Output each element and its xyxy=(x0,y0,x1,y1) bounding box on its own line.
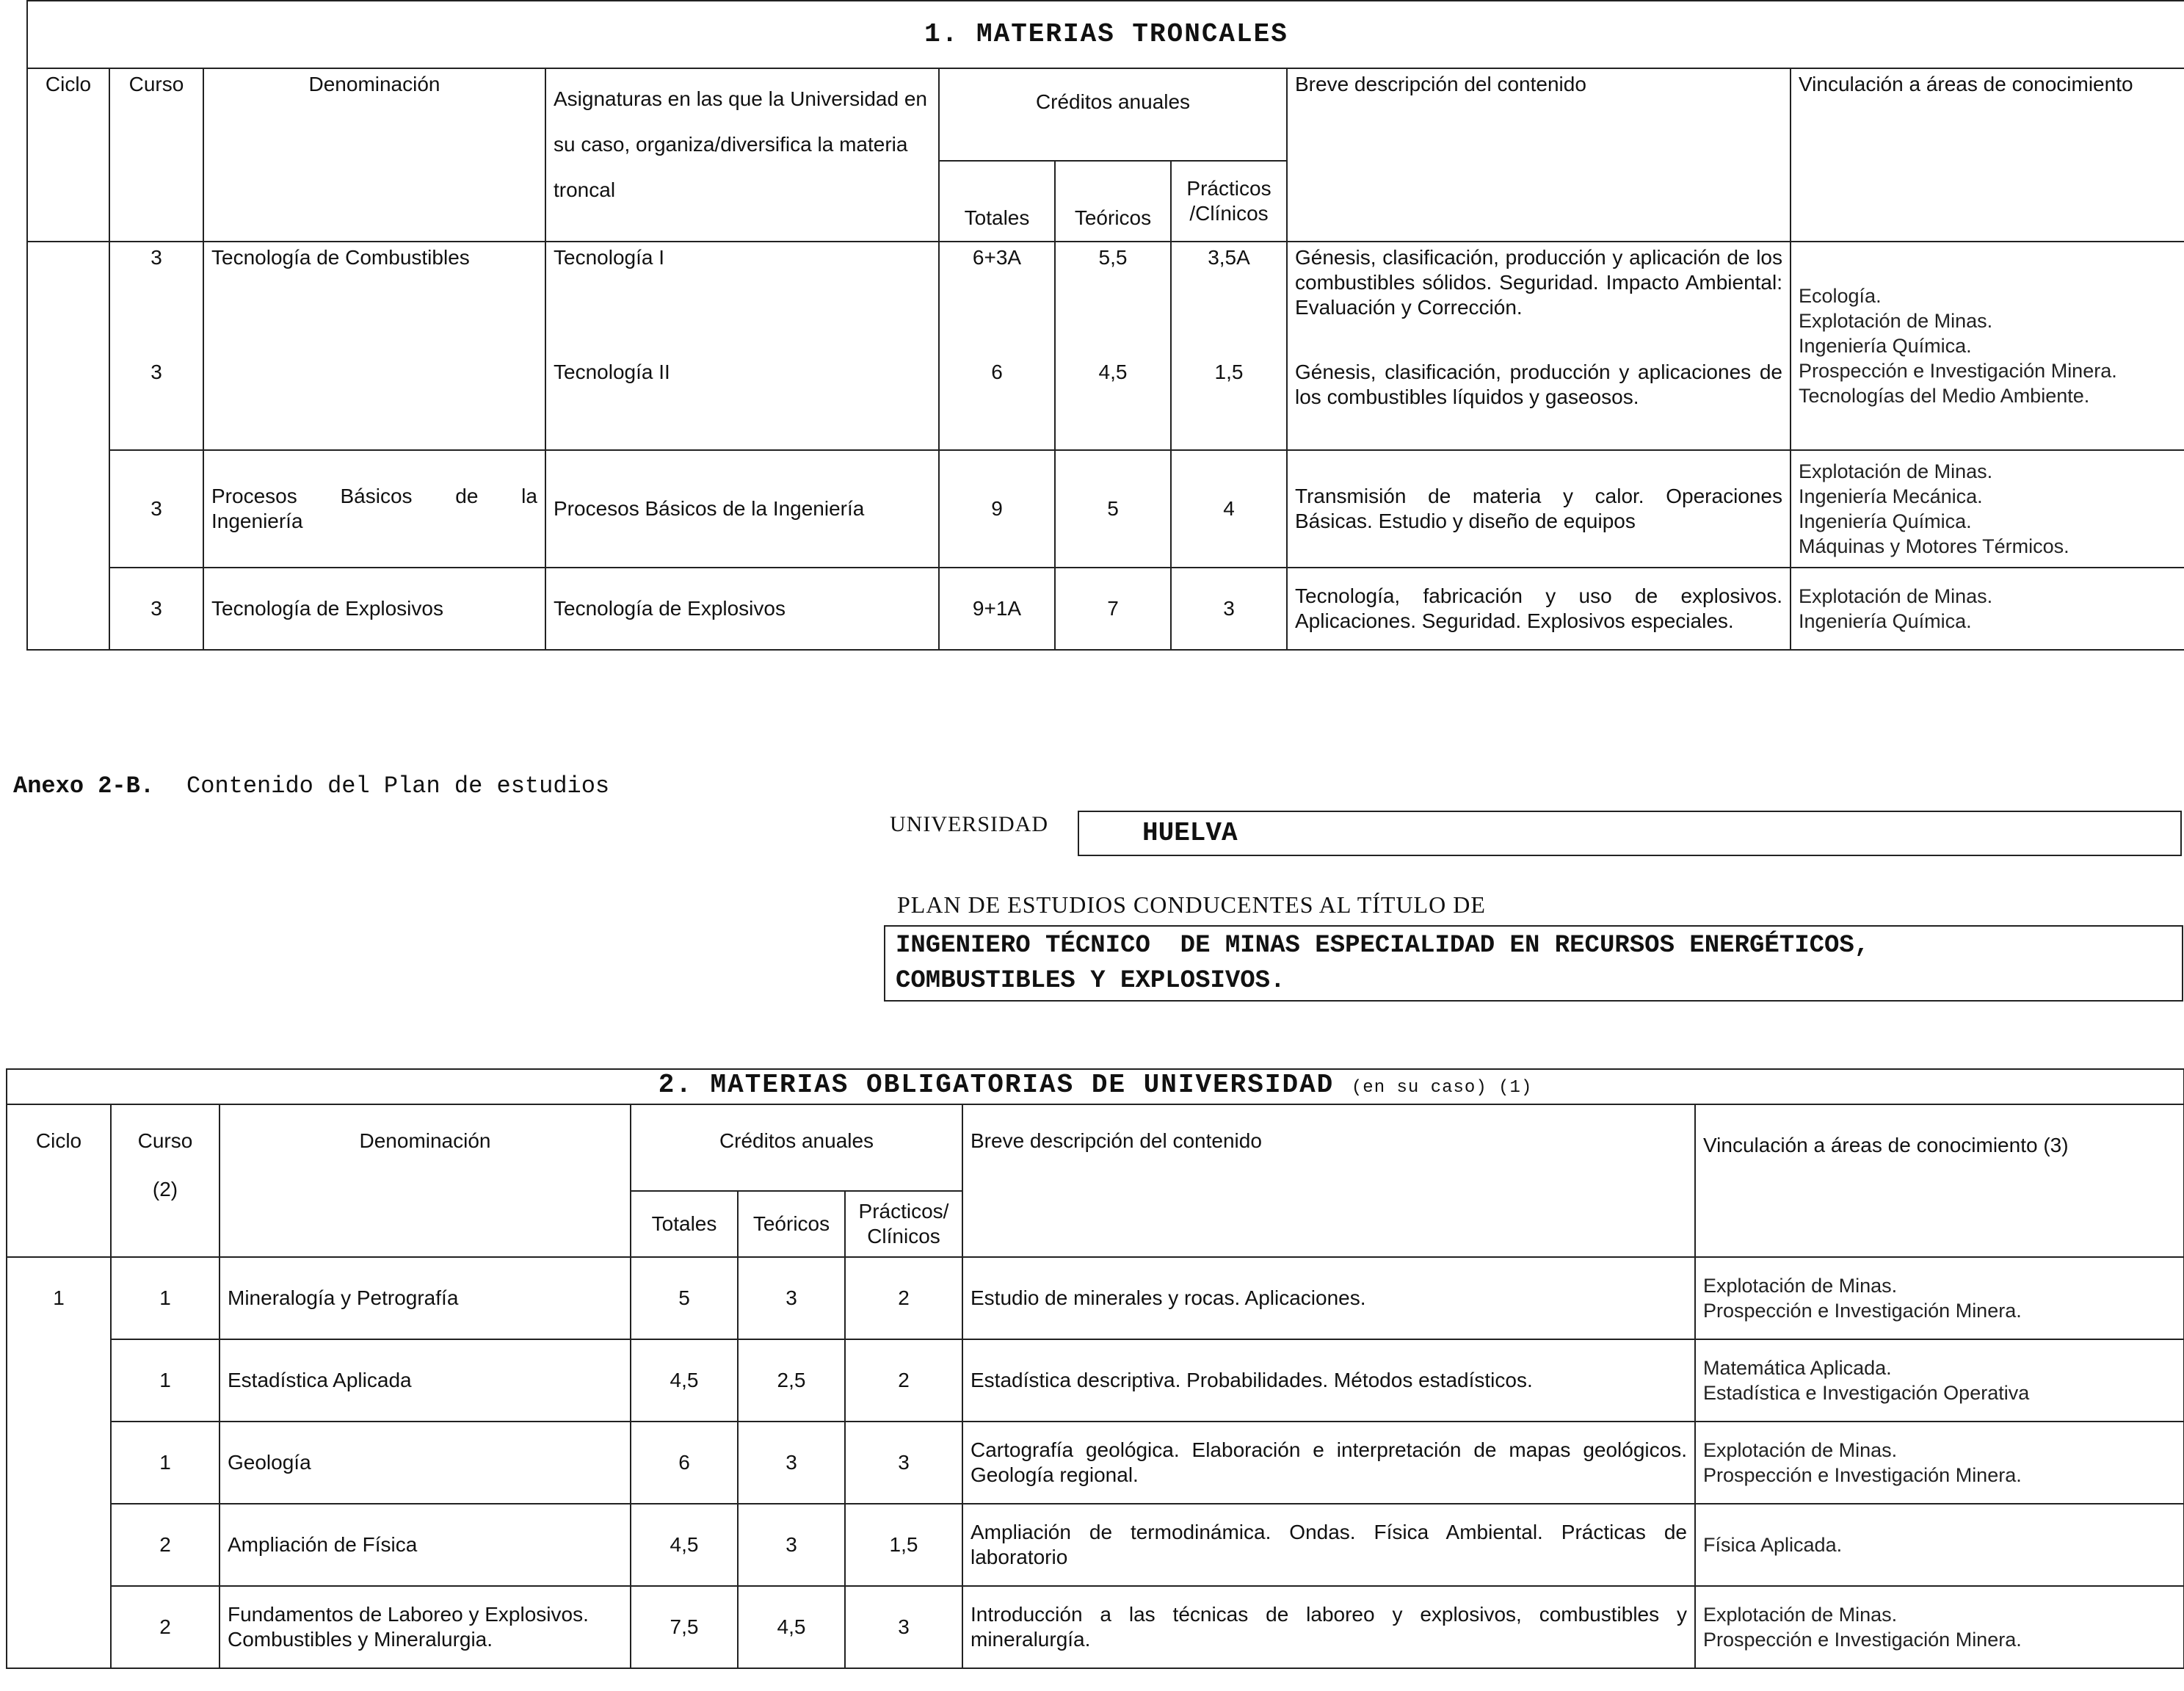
header-denominacion: Denominación xyxy=(203,68,545,242)
table-row xyxy=(7,1257,2184,1339)
curso-cell: 3 xyxy=(109,450,203,568)
practicos-cell: 4 xyxy=(1171,450,1287,568)
area-item: Prospección e Investigación Minera. xyxy=(1799,360,2117,382)
asignatura-value: Tecnología I xyxy=(554,246,664,269)
curso-cell: 1 xyxy=(111,1339,220,1422)
areas-cell xyxy=(1791,450,2184,568)
practicos-cell: 3 xyxy=(845,1586,962,1668)
header-descripcion: Breve descripción del contenido xyxy=(962,1104,1695,1257)
header-practicos: Prácticos /Clínicos xyxy=(1171,161,1287,242)
teoricos-cell: 2,5 xyxy=(738,1339,845,1422)
table2-title: 2. MATERIAS OBLIGATORIAS DE UNIVERSIDAD xyxy=(658,1070,1335,1100)
descripcion-cell: Transmisión de materia y calor. Operaciones Básicas. Estudio y diseño de equipos xyxy=(1287,450,1791,568)
denominacion-justified: Procesos Básicos de la xyxy=(211,485,537,507)
curso-cell: 2 xyxy=(111,1504,220,1586)
anexo-heading xyxy=(13,772,609,800)
asignatura-cell xyxy=(545,242,939,450)
table-row xyxy=(7,1586,2184,1668)
descripcion-value: Génesis, clasificación, producción y aplicación de los combustibles sólidos. Seguridad. Impacto Ambiental: Evaluación y Corrección. xyxy=(1295,246,1782,319)
curso-cell xyxy=(109,242,203,450)
universidad-box xyxy=(1078,811,2182,856)
table-row xyxy=(27,450,2184,568)
header-curso: Curso xyxy=(109,68,203,242)
practicos-cell: 1,5 xyxy=(845,1504,962,1586)
plan-label: PLAN DE ESTUDIOS CONDUCENTES AL TÍTULO DE xyxy=(897,891,1486,918)
ciclo-cell: 1 xyxy=(7,1257,111,1668)
header-ciclo: Ciclo xyxy=(27,68,109,242)
titulo-line-1: INGENIERO TÉCNICO DE MINAS ESPECIALIDAD EN RECURSOS ENERGÉTICOS, xyxy=(896,932,1870,960)
totales-cell: 9+1A xyxy=(939,568,1055,650)
universidad-value: HUELVA xyxy=(1142,818,1238,848)
descripcion-cell: Estudio de minerales y rocas. Aplicaciones. xyxy=(962,1257,1695,1339)
denominacion-cell: Tecnología de Explosivos xyxy=(203,568,545,650)
totales-cell xyxy=(939,242,1055,450)
table-row xyxy=(27,242,2184,450)
anexo-text: Contenido del Plan de estudios xyxy=(186,772,610,800)
area-item: Ingeniería Química. xyxy=(1799,335,1972,357)
teoricos-cell: 3 xyxy=(738,1504,845,1586)
header-curso xyxy=(111,1104,220,1257)
areas-cell xyxy=(1695,1504,2184,1586)
area-item: Explotación de Minas. xyxy=(1799,460,1993,482)
header-totales: Totales xyxy=(939,161,1055,242)
universidad-label: UNIVERSIDAD xyxy=(890,812,1048,836)
areas-cell xyxy=(1695,1257,2184,1339)
area-item: Tecnologías del Medio Ambiente. xyxy=(1799,385,2090,407)
practicos-value: 1,5 xyxy=(1214,361,1244,383)
curso-cell: 1 xyxy=(111,1422,220,1504)
totales-cell: 4,5 xyxy=(631,1504,738,1586)
teoricos-value: 5,5 xyxy=(1098,246,1128,269)
practicos-value: 3,5A xyxy=(1208,246,1250,269)
descripcion-cell: Ampliación de termodinámica. Ondas. Física Ambiental. Prácticas de laboratorio xyxy=(962,1504,1695,1586)
table2-title-cell xyxy=(7,1069,2184,1104)
area-item: Explotación de Minas. xyxy=(1799,585,1993,607)
ciclo-cell xyxy=(27,242,109,650)
header-vinculacion: Vinculación a áreas de conocimiento (3) xyxy=(1695,1104,2184,1257)
totales-value: 6+3A xyxy=(972,246,1022,269)
materias-troncales-table xyxy=(26,0,2184,651)
curso-cell: 3 xyxy=(109,568,203,650)
teoricos-value: 4,5 xyxy=(1098,361,1128,383)
denominacion-cell: Geología xyxy=(220,1422,631,1504)
areas-cell xyxy=(1791,568,2184,650)
area-item: Máquinas y Motores Térmicos. xyxy=(1799,535,2069,557)
header-ciclo: Ciclo xyxy=(7,1104,111,1257)
asignatura-cell: Tecnología de Explosivos xyxy=(545,568,939,650)
totales-cell: 5 xyxy=(631,1257,738,1339)
area-item: Explotación de Minas. xyxy=(1703,1604,1898,1626)
header-practicos: Prácticos/ Clínicos xyxy=(845,1191,962,1257)
header-vinculacion: Vinculación a áreas de conocimiento xyxy=(1791,68,2184,242)
header-descripcion: Breve descripción del contenido xyxy=(1287,68,1791,242)
materias-obligatorias-table xyxy=(6,1068,2184,1669)
areas-cell xyxy=(1791,242,2184,450)
descripcion-cell: Introducción a las técnicas de laboreo y explosivos, combustibles y mineralurgía. xyxy=(962,1586,1695,1668)
teoricos-cell: 3 xyxy=(738,1422,845,1504)
table-row xyxy=(27,568,2184,650)
areas-cell xyxy=(1695,1339,2184,1422)
totales-cell: 4,5 xyxy=(631,1339,738,1422)
descripcion-value: Génesis, clasificación, producción y aplicaciones de los combustibles líquidos y gaseosos. xyxy=(1295,361,1782,408)
totales-cell: 7,5 xyxy=(631,1586,738,1668)
denominacion-cell: Estadística Aplicada xyxy=(220,1339,631,1422)
curso-cell: 1 xyxy=(111,1257,220,1339)
area-item: Prospección e Investigación Minera. xyxy=(1703,1629,2022,1651)
area-item: Ingeniería Química. xyxy=(1799,610,1972,632)
teoricos-cell xyxy=(1055,242,1171,450)
area-item: Estadística e Investigación Operativa xyxy=(1703,1382,2030,1404)
header-teoricos: Teóricos xyxy=(738,1191,845,1257)
header-curso-label: Curso xyxy=(137,1129,193,1152)
areas-cell xyxy=(1695,1422,2184,1504)
titulo-line-2: COMBUSTIBLES Y EXPLOSIVOS. xyxy=(896,967,1285,995)
header-creditos: Créditos anuales xyxy=(939,68,1287,161)
teoricos-cell: 5 xyxy=(1055,450,1171,568)
area-item: Explotación de Minas. xyxy=(1799,310,1993,332)
area-item: Prospección e Investigación Minera. xyxy=(1703,1300,2022,1322)
denominacion-cell: Fundamentos de Laboreo y Explosivos. Combustibles y Mineralurgia. xyxy=(220,1586,631,1668)
header-denominacion: Denominación xyxy=(220,1104,631,1257)
practicos-cell: 2 xyxy=(845,1257,962,1339)
descripcion-cell: Cartografía geológica. Elaboración e interpretación de mapas geológicos. Geología regional. xyxy=(962,1422,1695,1504)
totales-cell: 6 xyxy=(631,1422,738,1504)
table-row xyxy=(7,1339,2184,1422)
area-item: Matemática Aplicada. xyxy=(1703,1357,1892,1379)
header-asignaturas: Asignaturas en las que la Universidad en su caso, organiza/diversifica la materia troncal xyxy=(545,68,939,242)
denominacion-cell: Tecnología de Combustibles xyxy=(203,242,545,450)
area-item: Ingeniería Química. xyxy=(1799,510,1972,532)
area-item: Ingeniería Mecánica. xyxy=(1799,485,1983,507)
header-totales: Totales xyxy=(631,1191,738,1257)
totales-cell: 9 xyxy=(939,450,1055,568)
areas-cell xyxy=(1695,1586,2184,1668)
denominacion-cell: Mineralogía y Petrografía xyxy=(220,1257,631,1339)
totales-value: 6 xyxy=(991,361,1003,383)
anexo-label: Anexo 2-B. xyxy=(13,772,155,800)
header-curso-note: (2) xyxy=(152,1178,178,1201)
teoricos-cell: 7 xyxy=(1055,568,1171,650)
teoricos-cell: 4,5 xyxy=(738,1586,845,1668)
curso-value: 3 xyxy=(150,246,162,269)
practicos-cell: 3 xyxy=(1171,568,1287,650)
area-item: Ecología. xyxy=(1799,285,1882,307)
curso-cell: 2 xyxy=(111,1586,220,1668)
titulo-box xyxy=(884,925,2183,1002)
area-item: Física Aplicada. xyxy=(1703,1534,1843,1556)
descripcion-cell: Estadística descriptiva. Probabilidades. Métodos estadísticos. xyxy=(962,1339,1695,1422)
descripcion-cell: Tecnología, fabricación y uso de explosivos. Aplicaciones. Seguridad. Explosivos especiales. xyxy=(1287,568,1791,650)
table2-title-note: (en su caso) (1) xyxy=(1351,1078,1533,1098)
curso-value: 3 xyxy=(150,361,162,383)
denominacion-cell: Ampliación de Física xyxy=(220,1504,631,1586)
asignatura-value: Tecnología II xyxy=(554,361,670,383)
descripcion-cell xyxy=(1287,242,1791,450)
table-row xyxy=(7,1422,2184,1504)
asignatura-cell: Procesos Básicos de la Ingeniería xyxy=(545,450,939,568)
table-row xyxy=(7,1504,2184,1586)
area-item: Explotación de Minas. xyxy=(1703,1275,1898,1297)
header-creditos: Créditos anuales xyxy=(631,1104,962,1191)
teoricos-cell: 3 xyxy=(738,1257,845,1339)
header-teoricos: Teóricos xyxy=(1055,161,1171,242)
practicos-cell: 3 xyxy=(845,1422,962,1504)
area-item: Explotación de Minas. xyxy=(1703,1439,1898,1461)
practicos-cell: 2 xyxy=(845,1339,962,1422)
practicos-cell xyxy=(1171,242,1287,450)
table1-title: 1. MATERIAS TRONCALES xyxy=(27,1,2184,68)
area-item: Prospección e Investigación Minera. xyxy=(1703,1464,2022,1486)
denominacion-cell: Procesos Básicos de la Ingeniería xyxy=(203,450,545,568)
